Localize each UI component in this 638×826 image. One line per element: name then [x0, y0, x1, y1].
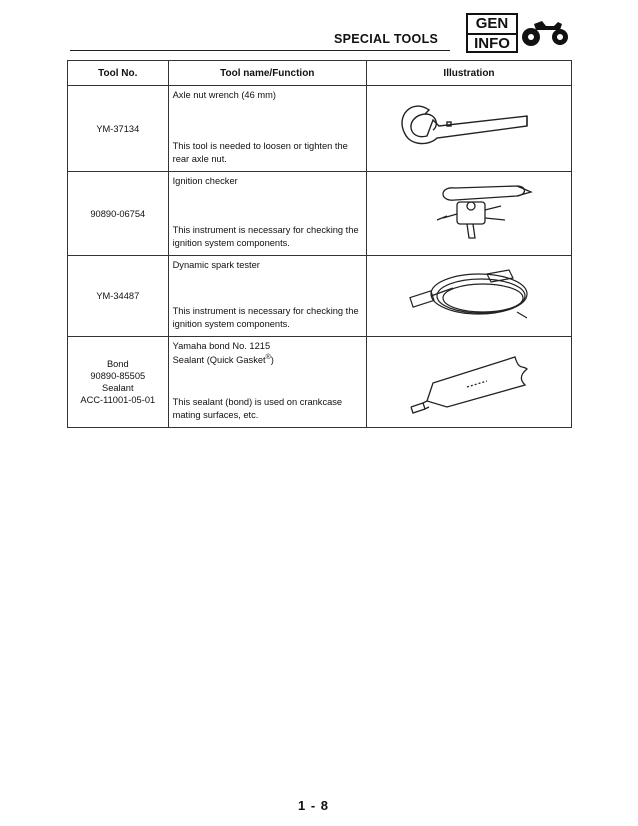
tool-function-cell	[168, 337, 366, 428]
tool-name-close: )	[270, 355, 274, 366]
column-header-tool-name: Tool name/Function	[168, 61, 366, 86]
tool-number: YM-34487	[68, 256, 169, 337]
tool-description: This sealant (bond) is used on crankcase mating surfaces, etc.	[172, 397, 343, 420]
table-row	[68, 337, 572, 428]
tool-function-cell	[168, 86, 366, 172]
table-header-row	[68, 61, 572, 86]
tool-number-line: 90890-85505	[90, 371, 146, 381]
ignition-checker-illustration	[367, 172, 571, 255]
tool-name	[173, 340, 362, 366]
table-row	[68, 256, 572, 337]
badge-line1: GEN	[468, 15, 516, 35]
tool-description: This instrument is necessary for checking the ignition system components.	[172, 306, 359, 329]
badge-line2: INFO	[474, 35, 510, 52]
table-row	[68, 86, 572, 172]
tool-number: YM-37134	[68, 86, 169, 172]
section-badge	[466, 13, 518, 53]
page-number: 1 - 8	[298, 798, 330, 813]
page-section-title: SPECIAL TOOLS	[334, 32, 439, 46]
spark-tester-illustration	[367, 256, 571, 336]
illustration-cell	[366, 256, 571, 337]
tool-name-line2	[173, 352, 362, 366]
tool-description: This instrument is necessary for checking the ignition system components.	[172, 225, 359, 248]
header-divider	[70, 50, 450, 51]
tool-function-cell	[168, 256, 366, 337]
special-tools-table	[67, 60, 572, 428]
tool-description: This tool is needed to loosen or tighten the rear axle nut.	[172, 141, 348, 164]
tool-name: Axle nut wrench (46 mm)	[172, 90, 276, 100]
tool-name-line1: Yamaha bond No. 1215	[172, 341, 271, 351]
illustration-cell	[366, 86, 571, 172]
axle-nut-wrench-illustration	[367, 86, 571, 171]
registered-mark: ®	[265, 354, 271, 361]
column-header-tool-no: Tool No.	[68, 61, 169, 86]
tool-name: Ignition checker	[172, 176, 238, 186]
tool-function-cell	[168, 172, 366, 256]
tool-number-cell	[68, 337, 169, 428]
illustration-cell	[366, 337, 571, 428]
illustration-cell	[366, 172, 571, 256]
column-header-illustration: Illustration	[366, 61, 571, 86]
table-row	[68, 172, 572, 256]
tool-number-line: ACC-11001-05-01	[80, 395, 156, 405]
atv-icon	[520, 18, 570, 48]
tool-number-line: Sealant	[102, 383, 134, 393]
sealant-tube-illustration	[367, 337, 571, 427]
tool-number: 90890-06754	[68, 172, 169, 256]
tool-name: Dynamic spark tester	[172, 260, 260, 270]
tool-number-line: Bond	[106, 359, 129, 369]
tool-name-text: Sealant (Quick Gasket	[172, 355, 266, 366]
